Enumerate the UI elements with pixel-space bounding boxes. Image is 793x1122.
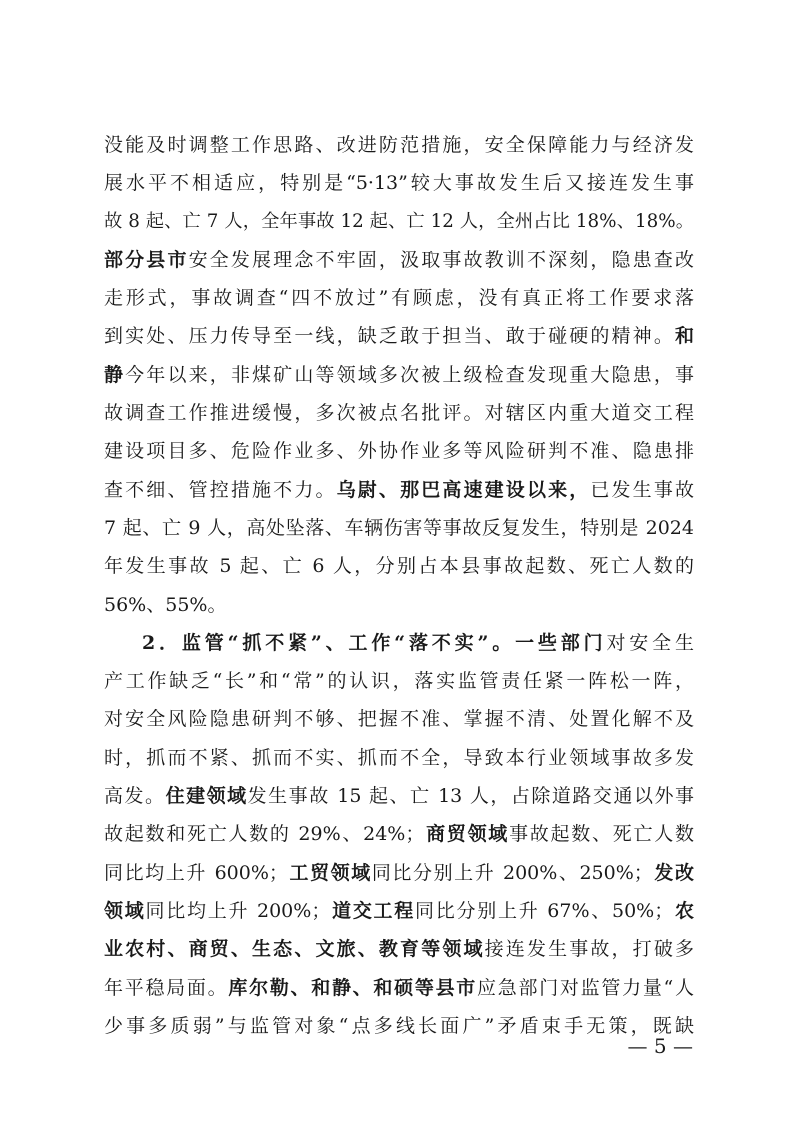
bold-text-segment: 库尔勒、和静、和硕等县市 — [228, 976, 478, 999]
bold-text-segment: 领域 — [104, 899, 146, 922]
text-segment: 对安全生 — [606, 631, 694, 654]
text-segment: 建设项目多、危险作业多、外协作业多等风险研判不准、隐患排 — [104, 440, 694, 463]
text-line — [104, 203, 694, 241]
text-line — [104, 394, 694, 432]
text-segment: 故调查工作推进缓慢，多次被点名批评。对辖区内重大道交工程 — [104, 402, 694, 425]
text-line — [104, 969, 694, 1007]
text-line — [104, 700, 694, 738]
text-line — [104, 471, 694, 509]
text-segment: 故 8 起、亡 7 人，全年事故 12 起、亡 12 人，全州占比 18%、18%。 — [104, 210, 694, 232]
text-line — [104, 547, 694, 585]
text-line — [104, 241, 694, 279]
text-segment: 发生事故 15 起、亡 13 人，占除道路交通以外事 — [247, 785, 694, 808]
bold-text-segment: 道交工程 — [330, 899, 416, 922]
text-line — [104, 930, 694, 968]
text-segment: 接连发生事故，打破多 — [484, 938, 694, 961]
text-segment: 到实处、压力传导至一线，缺乏敢于担当、敢于碰硬的精神。 — [104, 325, 675, 348]
body-text — [104, 126, 694, 1045]
text-segment: 安全发展理念不牢固，汲取事故教训不深刻，隐患查改 — [188, 248, 694, 271]
text-segment: 时，抓而不紧、抓而不实、抓而不全，导致本行业领域事故多发 — [104, 746, 694, 769]
bold-text-segment: 静 — [104, 363, 126, 386]
text-segment: 事故起数、死亡人数 — [509, 823, 694, 846]
bold-text-segment: 部分县市 — [104, 248, 189, 271]
text-segment: 同比均上升 200%； — [145, 899, 331, 922]
text-line — [104, 892, 694, 930]
text-segment: 查不细、管控措施不力。 — [104, 478, 337, 501]
text-line — [104, 164, 694, 202]
text-segment: 故起数和死亡人数的 29%、24%； — [104, 823, 425, 846]
bold-text-segment: 发改 — [652, 861, 694, 884]
text-segment: 走形式，事故调查“四不放过”有顾虑，没有真正将工作要求落 — [104, 287, 694, 310]
text-segment: 年平稳局面。 — [104, 976, 229, 999]
text-segment: 7 起、亡 9 人，高处坠落、车辆伤害等事故反复发生，特别是 2024 — [104, 516, 694, 539]
text-line — [104, 432, 694, 470]
bold-text-segment: 住建领域 — [165, 785, 248, 808]
text-segment: 高发。 — [104, 785, 166, 808]
bold-text-segment: 乌尉、那巴高速建设以来， — [336, 478, 591, 501]
bold-text-segment: 和 — [674, 325, 694, 348]
text-segment: 对安全风险隐患研判不够、把握不准、掌握不清、处置化解不及 — [104, 708, 694, 731]
bold-text-segment: 农 — [673, 899, 694, 922]
bold-text-segment: 业农村、商贸、生态、文旅、教育等领域 — [104, 938, 485, 961]
text-segment: 同比分别上升 200%、250%； — [371, 861, 653, 884]
page-number: — 5 — — [627, 1034, 693, 1058]
text-line — [104, 624, 694, 662]
bold-text-segment: 工贸领域 — [287, 861, 372, 884]
text-segment: 今年以来，非煤矿山等领域多次被上级检查发现重大隐患，事 — [125, 363, 694, 386]
text-line — [104, 739, 694, 777]
text-line — [104, 126, 694, 164]
text-line — [104, 1007, 694, 1045]
bold-text-segment: 2．监管“抓不紧”、工作“落不实”。一些部门 — [142, 631, 607, 654]
text-line — [104, 586, 694, 624]
text-segment: 56%、55%。 — [104, 593, 227, 616]
text-line — [104, 815, 694, 853]
text-segment: 产工作缺乏“长”和“常”的认识，落实监管责任紧一阵松一阵， — [104, 670, 694, 693]
text-line — [104, 854, 694, 892]
text-segment: 少事多质弱”与监管对象“点多线长面广”矛盾束手无策，既缺 — [104, 1014, 694, 1037]
text-segment: 应急部门对监管力量“人 — [477, 976, 694, 999]
text-line — [104, 509, 694, 547]
text-segment: 已发生事故 — [590, 478, 694, 501]
text-line — [104, 317, 694, 355]
text-segment: 展水平不相适应，特别是“5·13”较大事故发生后又接连发生事 — [104, 172, 694, 195]
text-line — [104, 777, 694, 815]
text-line — [104, 356, 694, 394]
text-segment: 同比分别上升 67%、50%； — [415, 899, 674, 922]
text-segment: 年发生事故 5 起、亡 6 人，分别占本县事故起数、死亡人数的 — [104, 555, 694, 578]
text-segment: 没能及时调整工作思路、改进防范措施，安全保障能力与经济发 — [104, 134, 694, 156]
text-segment: 同比均上升 600%； — [104, 861, 288, 884]
text-line — [104, 662, 694, 700]
bold-text-segment: 商贸领域 — [424, 823, 510, 846]
text-line — [104, 279, 694, 317]
